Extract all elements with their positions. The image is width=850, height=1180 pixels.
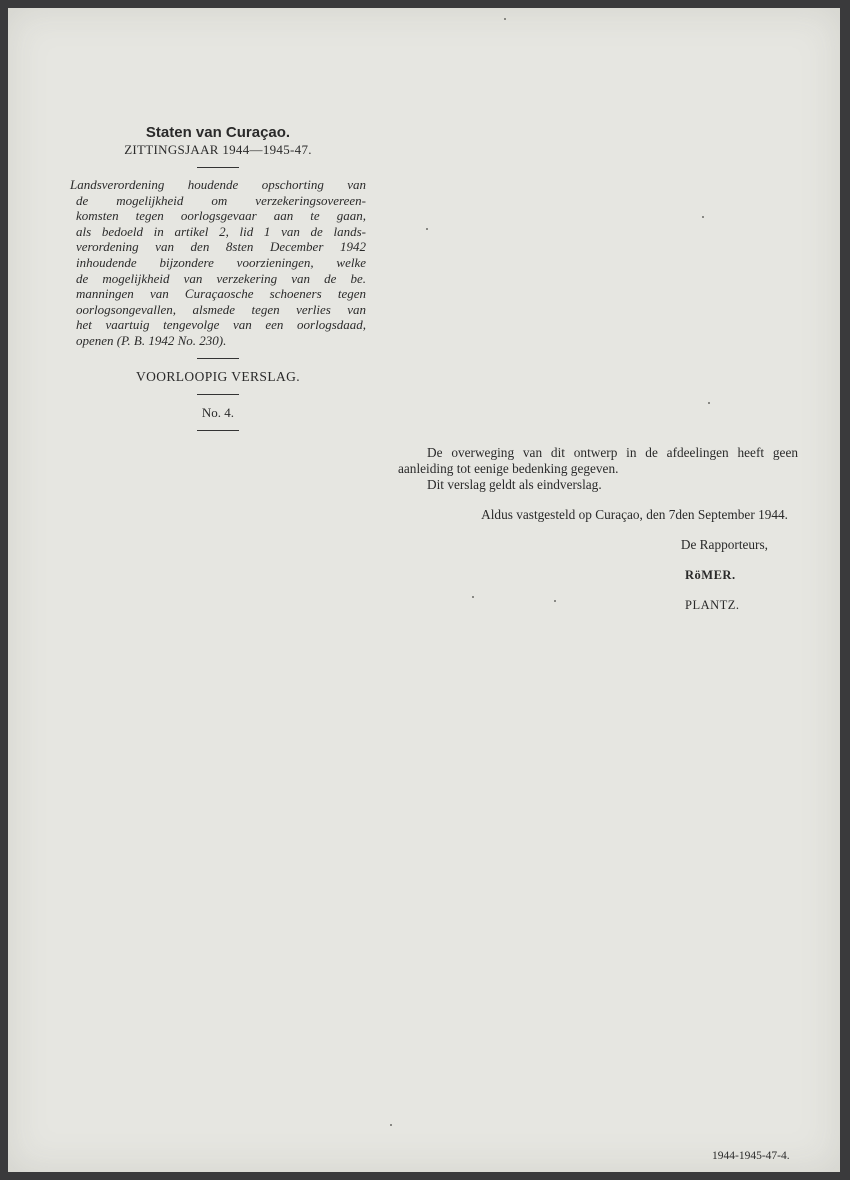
- header-block: [70, 124, 366, 440]
- report-body: [398, 445, 798, 613]
- subject-line: Landsverordening houdende opschorting van: [70, 177, 366, 192]
- paper-speck: [426, 228, 428, 230]
- subject-line: komsten tegen oorlogsgevaar aan te gaan,: [76, 208, 366, 224]
- subject-line: als bedoeld in artikel 2, lid 1 van de lands-: [76, 223, 366, 239]
- paper-speck: [702, 216, 704, 218]
- subject-line: manningen van Curaçaosche schoeners tegen: [76, 286, 366, 302]
- subject-line: de mogelijkheid van verzekering van de be.: [76, 270, 366, 286]
- subject-line: inhoudende bijzondere voorzieningen, welke: [76, 254, 366, 270]
- signatory-name: RöMER.: [685, 568, 736, 582]
- session-year: ZITTINGSJAAR 1944—1945-47.: [124, 142, 312, 157]
- subject-line: openen (P. B. 1942 No. 230).: [76, 332, 227, 348]
- report-type: VOORLOOPIG VERSLAG.: [135, 368, 301, 384]
- body-paragraph: De overweging van dit ontwerp in de afdeelingen heeft geen aanleiding tot eenige bedenking gegeven.: [398, 445, 798, 476]
- adoption-statement: Aldus vastgesteld op Curaçao, den 7den September 1944.: [481, 507, 788, 522]
- divider: [197, 167, 239, 168]
- body-paragraph: Dit verslag geldt als eindverslag.: [427, 477, 602, 492]
- rapporteurs-label: De Rapporteurs,: [680, 537, 768, 552]
- paper-speck: [554, 600, 556, 602]
- divider: [197, 430, 239, 431]
- subject-text: [70, 177, 366, 349]
- organization-title: Staten van Curaçao.: [145, 124, 291, 141]
- paper-speck: [504, 18, 506, 20]
- paper-speck: [708, 402, 710, 404]
- divider: [197, 394, 239, 395]
- subject-line: oorlogsongevallen, alsmede tegen verlies van: [76, 301, 366, 317]
- paper-speck: [390, 1124, 392, 1126]
- signatory-name: PLANTZ.: [685, 598, 740, 612]
- paper-speck: [472, 596, 474, 598]
- subject-line: het vaartuig tengevolge van een oorlogsdaad,: [76, 317, 366, 333]
- document-page: [8, 8, 840, 1172]
- subject-line: verordening van den 8sten December 1942: [76, 239, 366, 255]
- subject-line: de mogelijkheid om verzekeringsovereen-: [76, 192, 366, 208]
- document-code: 1944-1945-47-4.: [712, 1150, 790, 1162]
- divider: [197, 358, 239, 359]
- report-number: No. 4.: [201, 404, 235, 420]
